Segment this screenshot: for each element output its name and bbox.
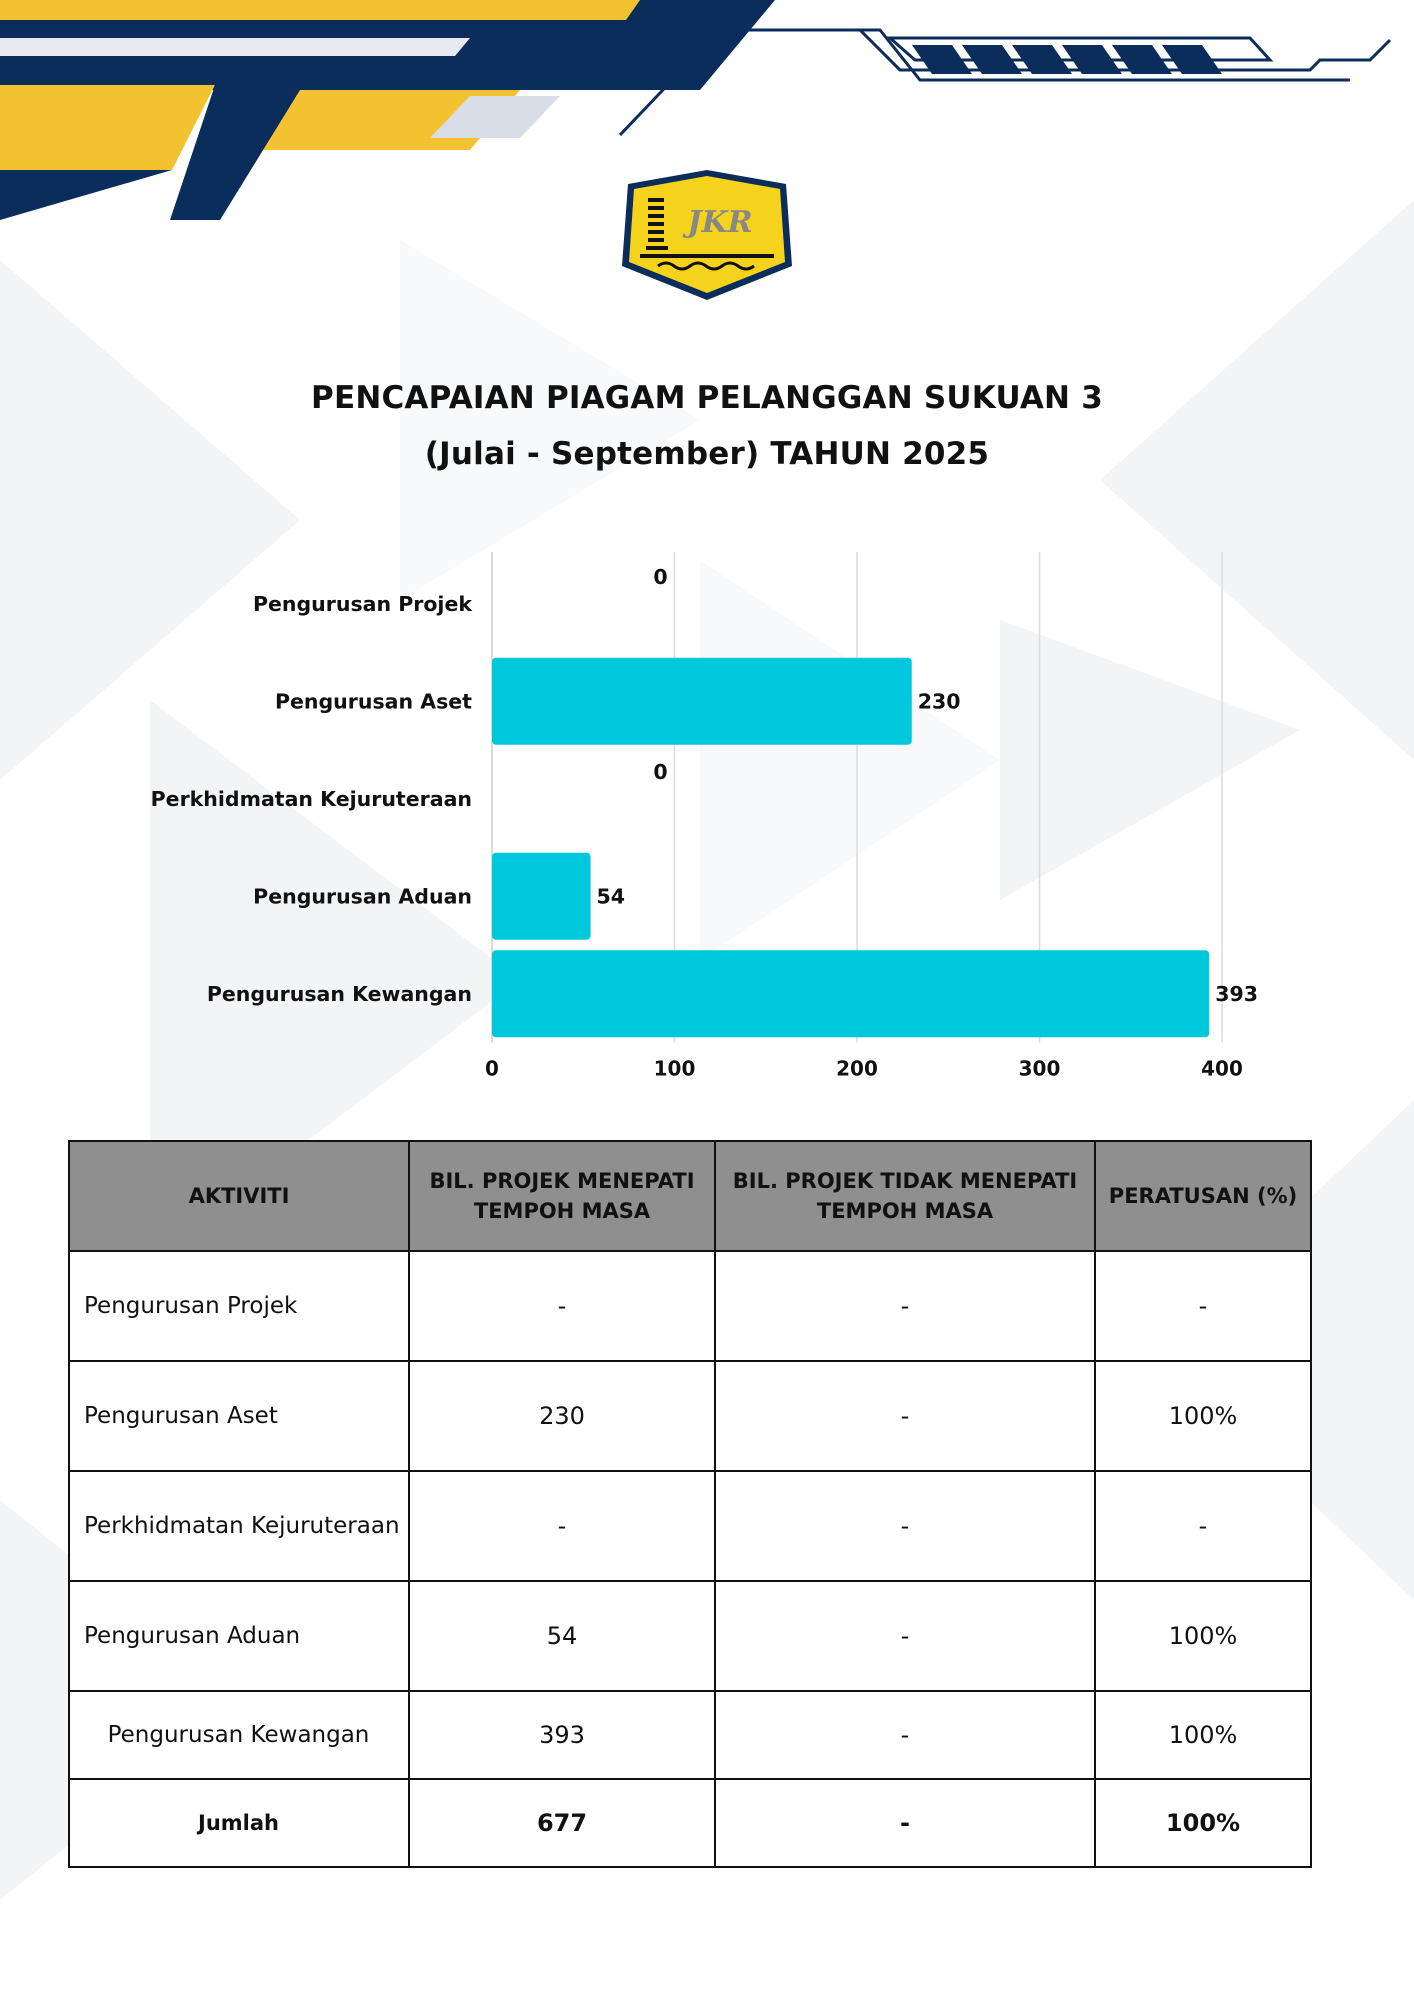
data-label: 230: [917, 689, 961, 714]
total-menepati: 677: [409, 1779, 715, 1867]
category-label: Pengurusan Kewangan: [206, 981, 472, 1006]
bar-chart: [0, 540, 1414, 1080]
cell-menepati: -: [409, 1471, 715, 1581]
bar: [492, 950, 1209, 1037]
data-table-container: [68, 1140, 1310, 1868]
table-row: [69, 1581, 1311, 1691]
cell-tidak-menepati: -: [715, 1471, 1095, 1581]
table-row: [69, 1251, 1311, 1361]
cell-peratusan: -: [1095, 1251, 1311, 1361]
table-header-row: [69, 1141, 1311, 1251]
cell-activity: Pengurusan Projek: [69, 1251, 409, 1361]
cell-tidak-menepati: -: [715, 1691, 1095, 1779]
data-table: [68, 1140, 1312, 1868]
category-label: Perkhidmatan Kejuruteraan: [150, 786, 472, 811]
data-label: 54: [596, 884, 626, 909]
header-menepati: BIL. PROJEK MENEPATI TEMPOH MASA: [409, 1141, 715, 1251]
cell-menepati: 230: [409, 1361, 715, 1471]
cell-peratusan: 100%: [1095, 1361, 1311, 1471]
table-row: [69, 1471, 1311, 1581]
cell-activity: Pengurusan Kewangan: [69, 1691, 409, 1779]
cell-menepati: 54: [409, 1581, 715, 1691]
jkr-logo: [618, 170, 796, 302]
page-title-line-1: PENCAPAIAN PIAGAM PELANGGAN SUKUAN 3: [311, 380, 1103, 416]
cell-tidak-menepati: -: [715, 1361, 1095, 1471]
cell-activity: Pengurusan Aduan: [69, 1581, 409, 1691]
table-row: [69, 1691, 1311, 1779]
cell-tidak-menepati: -: [715, 1581, 1095, 1691]
cell-menepati: -: [409, 1251, 715, 1361]
total-peratusan: 100%: [1095, 1779, 1311, 1867]
x-tick-label: 100: [653, 1056, 696, 1080]
category-label: Pengurusan Projek: [252, 591, 472, 616]
x-tick-label: 0: [485, 1056, 499, 1080]
page-title-line-2: (Julai - September) TAHUN 2025: [424, 436, 990, 472]
data-label: 0: [653, 564, 668, 589]
table-row: [69, 1361, 1311, 1471]
cell-peratusan: -: [1095, 1471, 1311, 1581]
bar: [492, 853, 591, 940]
header-peratusan: PERATUSAN (%): [1095, 1141, 1311, 1251]
category-label: Pengurusan Aduan: [253, 884, 472, 909]
data-label: 393: [1215, 981, 1259, 1006]
header-aktiviti: AKTIVITI: [69, 1141, 409, 1251]
bar: [492, 658, 912, 745]
data-label: 0: [653, 759, 668, 784]
cell-menepati: 393: [409, 1691, 715, 1779]
total-label: Jumlah: [69, 1779, 409, 1867]
header-tidak-menepati: BIL. PROJEK TIDAK MENEPATI TEMPOH MASA: [715, 1141, 1095, 1251]
cell-tidak-menepati: -: [715, 1251, 1095, 1361]
cell-activity: Perkhidmatan Kejuruteraan: [69, 1471, 409, 1581]
cell-peratusan: 100%: [1095, 1691, 1311, 1779]
x-tick-label: 300: [1018, 1056, 1061, 1080]
total-tidak-menepati: -: [715, 1779, 1095, 1867]
x-tick-label: 400: [1201, 1056, 1243, 1080]
cell-peratusan: 100%: [1095, 1581, 1311, 1691]
x-tick-label: 200: [836, 1056, 878, 1080]
category-label: Pengurusan Aset: [274, 689, 472, 714]
table-total-row: [69, 1779, 1311, 1867]
cell-activity: Pengurusan Aset: [69, 1361, 409, 1471]
logo-text: JKR: [687, 205, 753, 240]
